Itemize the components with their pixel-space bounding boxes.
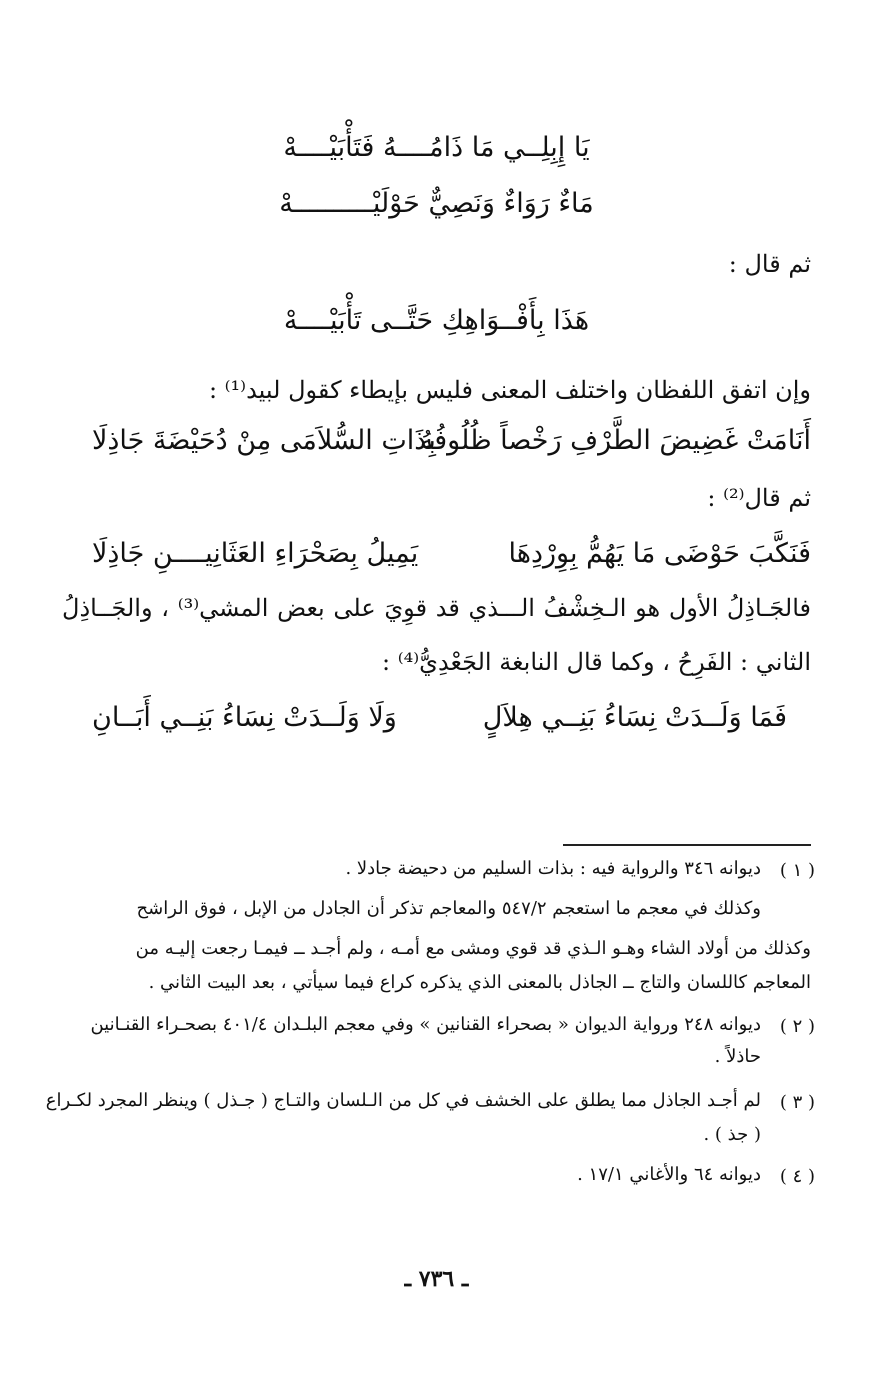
page-number: ـ ٧٣٦ ـ [404, 1266, 469, 1292]
footnote-number: ( ٤ ) [779, 1166, 815, 1187]
verse-hemistich-right: فَمَا وَلَــدَتْ نِسَاءُ بَنِــي هِلاَلٍ [482, 702, 787, 733]
verse-hemistich-right: أَنَامَتْ غَضِيضَ الطَّرْفِ رَخْصاً ظُلُوفُهُ [419, 425, 811, 456]
intro-text: ثم قال⁽²⁾ : [707, 484, 811, 512]
footnote-line: ( جذ ) . [703, 1124, 761, 1145]
prose-line: فالجَـاذِلُ الأول هو الـخِشْفُ الـــذي قد قوِيَ على بعض المشي⁽³⁾ ، والجَــاذِلُ [62, 594, 811, 622]
footnote-number: ( ٢ ) [779, 1016, 815, 1037]
footnote-line: وكذلك من أولاد الشاء وهـو الـذي قد قوي ومشى مع أمـه ، ولم أجـد ــ فيمـا رجعت إليـه من [135, 938, 811, 959]
footnote-number: ( ٣ ) [779, 1092, 815, 1113]
footnote-line: لم أجـد الجاذل مما يطلق على الخشف في كل من الـلسان والتـاج ( جـذل ) وينظر المجرد لكـراع [45, 1090, 761, 1111]
verse-line: يَا إِبِلِــي مَا ذَامُــــهُ فَتَأْبَيْــــهْ [283, 132, 590, 163]
verse-hemistich-left: وَلَا وَلَــدَتْ نِسَاءُ بَنِــي أَبَــانِ [92, 702, 397, 733]
verse-hemistich-left: بِذَاتِ السُّلاَمَى مِنْ دُحَيْضَةَ جَاذِلَا [92, 425, 436, 456]
verse-hemistich-left: يَمِيلُ بِصَحْرَاءِ العَثَانِيــــنِ جَاذِلَا [92, 538, 419, 569]
prose-line: الثاني : الفَرِحُ ، وكما قال النابغة الجَعْدِيُّ⁽⁴⁾ : [382, 648, 811, 676]
footnote-line: المعاجم كاللسان والتاج ــ الجاذل بالمعنى الذي يذكره كراع فيما سيأتي ، بعد البيت الثاني . [148, 972, 811, 993]
footnote-number: ( ١ ) [779, 860, 815, 881]
verse-hemistich-right: فَنَكَّبَ حَوْضَى مَا يَهُمُّ بِوِرْدِهَا [508, 538, 811, 569]
verse-line: مَاءٌ رَوَاءٌ وَنَصِيٌّ حَوْلَيْــــــــــهْ [279, 188, 594, 219]
prose-line: وإن اتفق اللفظان واختلف المعنى فليس بإيطاء كقول لبيد⁽¹⁾ : [208, 376, 811, 404]
verse-line: هَذَا بِأَفْــوَاهِكِ حَتَّــى تَأْبَيْــــهْ [283, 305, 590, 336]
footnote-line: حاذلاً . [714, 1046, 761, 1067]
footnote-line: ديوانه ٣٤٦ والرواية فيه : بذات السليم من دحيضة جادلا . [345, 858, 761, 879]
intro-text: ثم قال : [728, 250, 811, 278]
footnote-line: وكذلك في معجم ما استعجم ٥٤٧/٢ والمعاجم تذكر أن الجادل من الإبل ، فوق الراشح [136, 898, 761, 919]
footnote-line: ديوانه ٦٤ والأغاني ١٧/١ . [577, 1164, 761, 1185]
footnote-separator [563, 844, 811, 846]
footnote-line: ديوانه ٢٤٨ ورواية الديوان « بصحراء القنانين » وفي معجم البلـدان ٤٠١/٤ بصحـراء القنـانين [90, 1014, 761, 1035]
